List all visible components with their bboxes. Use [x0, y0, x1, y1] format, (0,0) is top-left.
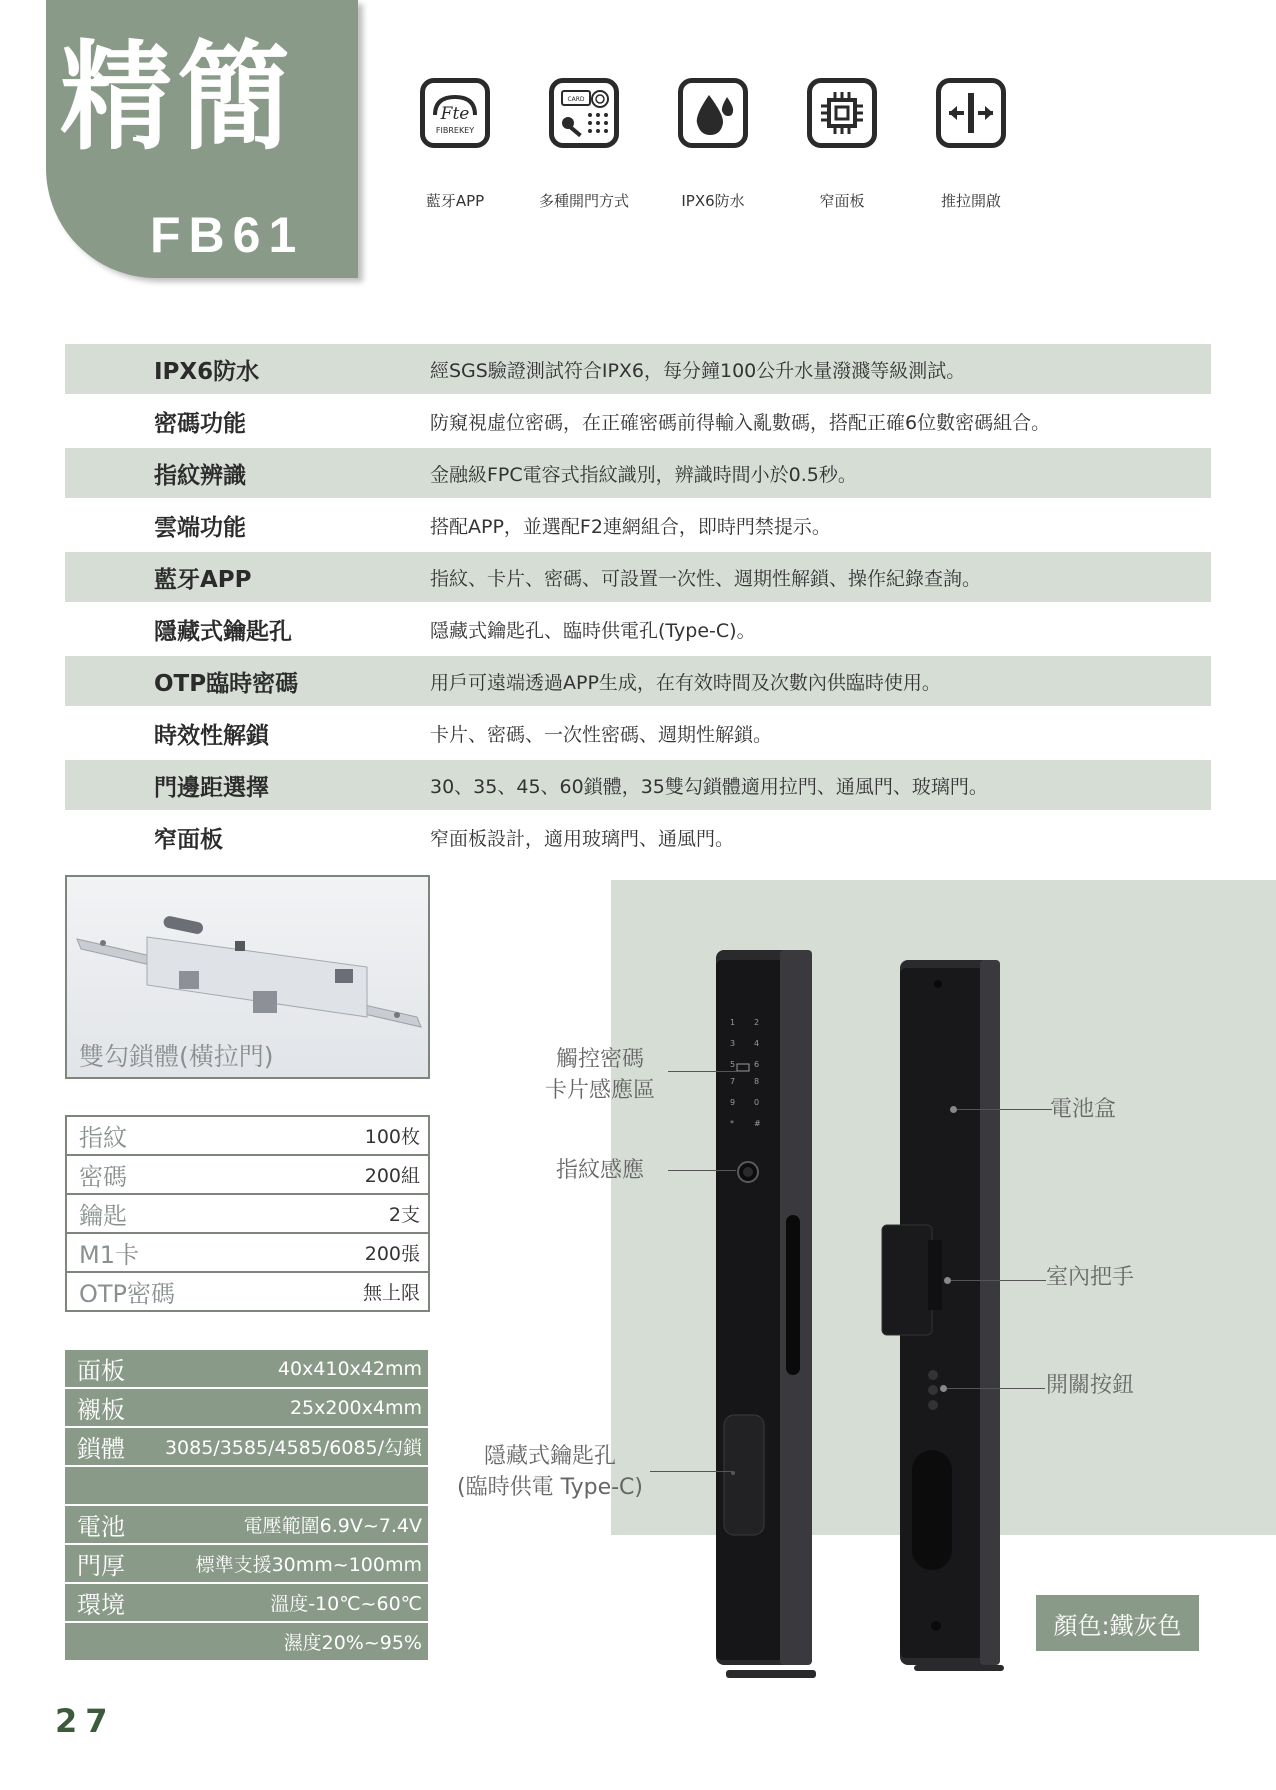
capacity-label: 指紋	[79, 1124, 127, 1152]
table-row	[65, 1428, 428, 1465]
table-row	[65, 1389, 428, 1426]
spec-row	[65, 656, 1211, 706]
color-badge: 顏色:鐵灰色	[1036, 1595, 1199, 1651]
capacity-value: 2支	[388, 1204, 420, 1226]
keypad-digit: 2	[754, 1018, 760, 1027]
callout-battery-box: 電池盒	[1050, 1097, 1117, 1122]
spec-desc: 搭配APP，並選配F2連網組合，即時門禁提示。	[430, 515, 831, 538]
feature-label-narrow-panel: 窄面板	[819, 192, 865, 210]
spec-desc: 防窺視虛位密碼，在正確密碼前得輸入亂數碼，搭配正確6位數密碼組合。	[430, 411, 1051, 434]
dimension-label: 鎖體	[77, 1435, 125, 1463]
dimension-value: 25x200x4mm	[289, 1396, 422, 1419]
table-row	[67, 1117, 428, 1156]
title-block	[46, 0, 358, 278]
spec-row	[65, 448, 1211, 498]
callout-dot	[940, 1385, 947, 1392]
dimension-value: 40x410x42mm	[277, 1357, 422, 1380]
capacity-value: 200組	[364, 1165, 420, 1187]
spec-desc: 隱藏式鑰匙孔、臨時供電孔(Type-C)。	[430, 619, 756, 642]
callout-dot	[950, 1106, 957, 1113]
spec-name: 藍牙APP	[154, 566, 252, 593]
dimension-value: 電壓範圍6.9V~7.4V	[243, 1515, 422, 1537]
dimension-value: 標準支援30mm~100mm	[195, 1554, 422, 1576]
spec-name: 時效性解鎖	[154, 722, 269, 749]
water-drop-icon	[678, 78, 748, 148]
table-row	[65, 1584, 428, 1621]
spec-name: 指紋辨識	[154, 462, 246, 489]
dimension-value: 3085/3585/4585/6085/勾鎖	[164, 1437, 422, 1459]
table-row	[65, 1350, 428, 1387]
dimension-value: 濕度20%~95%	[283, 1632, 422, 1654]
spec-desc: 用戶可遠端透過APP生成，在有效時間及次數內供臨時使用。	[430, 671, 941, 694]
spec-desc: 經SGS驗證測試符合IPX6，每分鐘100公升水量潑濺等級測試。	[430, 359, 966, 382]
product-name: 精簡	[60, 28, 296, 167]
callout-line	[668, 1170, 736, 1171]
keypad-digit: 7	[730, 1077, 736, 1086]
callout-line	[951, 1280, 1046, 1281]
spec-name: 隱藏式鑰匙孔	[154, 618, 292, 645]
callout-keyhole-line2: (臨時供電 Type-C)	[457, 1475, 643, 1500]
callout-touch-line1: 觸控密碼	[555, 1047, 644, 1072]
spec-name: 窄面板	[154, 826, 223, 853]
spec-row	[65, 500, 1211, 550]
keypad-digit: 4	[754, 1039, 760, 1048]
spec-row	[65, 396, 1211, 446]
multi-unlock-icon	[549, 78, 619, 148]
model-number: FB61	[150, 207, 305, 263]
spec-row	[65, 812, 1211, 862]
feature-label-waterproof: IPX6防水	[681, 192, 745, 210]
spec-name: 密碼功能	[154, 410, 246, 437]
table-row	[65, 1545, 428, 1582]
callout-line	[650, 1471, 734, 1472]
callout-dot	[944, 1277, 951, 1284]
callout-fingerprint: 指紋感應	[555, 1158, 644, 1183]
spec-name: OTP臨時密碼	[154, 670, 299, 697]
keypad-digit: *	[730, 1119, 734, 1128]
spec-name: 雲端功能	[154, 514, 246, 541]
callout-power-switch: 開關按鈕	[1046, 1373, 1135, 1398]
feature-label-bluetooth: 藍牙APP	[425, 192, 485, 210]
table-row	[67, 1273, 428, 1310]
feature-label-unlock-methods: 多種開門方式	[538, 192, 629, 210]
spec-row	[65, 708, 1211, 758]
svg-text:CARD: CARD	[567, 96, 585, 103]
table-row	[65, 1506, 428, 1543]
keypad-digit: 5	[730, 1060, 736, 1069]
table-row	[65, 1623, 428, 1660]
callout-keyhole-line1: 隱藏式鑰匙孔	[483, 1444, 616, 1469]
capacity-value: 無上限	[362, 1282, 420, 1304]
dimension-label: 襯板	[77, 1396, 125, 1424]
callout-indoor-handle: 室內把手	[1046, 1265, 1135, 1290]
lock-body-photo	[65, 875, 430, 1079]
keypad-digit: 8	[754, 1077, 760, 1086]
spec-desc: 金融級FPC電容式指紋識別，辨識時間小於0.5秒。	[430, 463, 857, 486]
spec-row	[65, 760, 1211, 810]
spec-desc: 30、35、45、60鎖體，35雙勾鎖體適用拉門、通風門、玻璃門。	[430, 775, 988, 798]
capacity-label: 鑰匙	[79, 1202, 127, 1230]
capacity-value: 100枚	[364, 1126, 420, 1148]
callout-touch-line2: 卡片感應區	[544, 1078, 655, 1103]
fibrekey-bluetooth-icon	[420, 78, 490, 148]
spec-desc: 卡片、密碼、一次性密碼、週期性解鎖。	[430, 723, 773, 746]
dimension-label: 面板	[77, 1357, 125, 1385]
spec-row	[65, 552, 1211, 602]
capacity-table	[65, 1115, 430, 1312]
lock-body-caption: 雙勾鎖體(橫拉門)	[79, 1042, 274, 1071]
keypad-digit: 3	[730, 1039, 736, 1048]
smart-lock-illustration	[700, 940, 1020, 1680]
table-row	[67, 1156, 428, 1195]
keypad-digit: 1	[730, 1018, 736, 1027]
capacity-value: 200張	[364, 1243, 420, 1265]
capacity-label: 密碼	[79, 1163, 127, 1191]
feature-label-push-pull: 推拉開啟	[940, 192, 1001, 210]
page-number: 27	[55, 1702, 116, 1740]
spec-name: IPX6防水	[154, 358, 260, 385]
capacity-label: OTP密碼	[79, 1280, 176, 1308]
spec-row	[65, 604, 1211, 654]
chip-icon	[807, 78, 877, 148]
spec-name: 門邊距選擇	[154, 774, 269, 801]
dimension-label: 門厚	[77, 1552, 125, 1580]
spec-desc: 指紋、卡片、密碼、可設置一次性、週期性解鎖、操作紀錄查詢。	[430, 567, 982, 590]
dimension-value: 溫度-10℃~60℃	[270, 1593, 422, 1615]
keypad-digit: 9	[730, 1098, 736, 1107]
keypad-digit: 0	[754, 1098, 760, 1107]
spec-row	[65, 344, 1211, 394]
dimension-table	[65, 1350, 428, 1662]
capacity-label: M1卡	[79, 1241, 139, 1269]
callout-touch-keypad	[530, 1044, 670, 1106]
callout-line	[957, 1109, 1052, 1110]
svg-text:FIBREKEY: FIBREKEY	[435, 126, 475, 135]
table-row	[67, 1234, 428, 1273]
keypad-digit: 6	[754, 1060, 760, 1069]
dimension-label: 環境	[77, 1591, 125, 1619]
callout-line	[668, 1071, 740, 1072]
spec-desc: 窄面板設計，適用玻璃門、通風門。	[430, 827, 735, 850]
table-row	[65, 1467, 428, 1504]
push-pull-icon	[936, 78, 1006, 148]
keypad-digit: #	[754, 1119, 761, 1128]
callout-line	[947, 1388, 1045, 1389]
table-row	[67, 1195, 428, 1234]
callout-hidden-keyhole	[440, 1441, 660, 1503]
dimension-label: 電池	[77, 1513, 125, 1541]
svg-text:Fte: Fte	[440, 104, 470, 124]
